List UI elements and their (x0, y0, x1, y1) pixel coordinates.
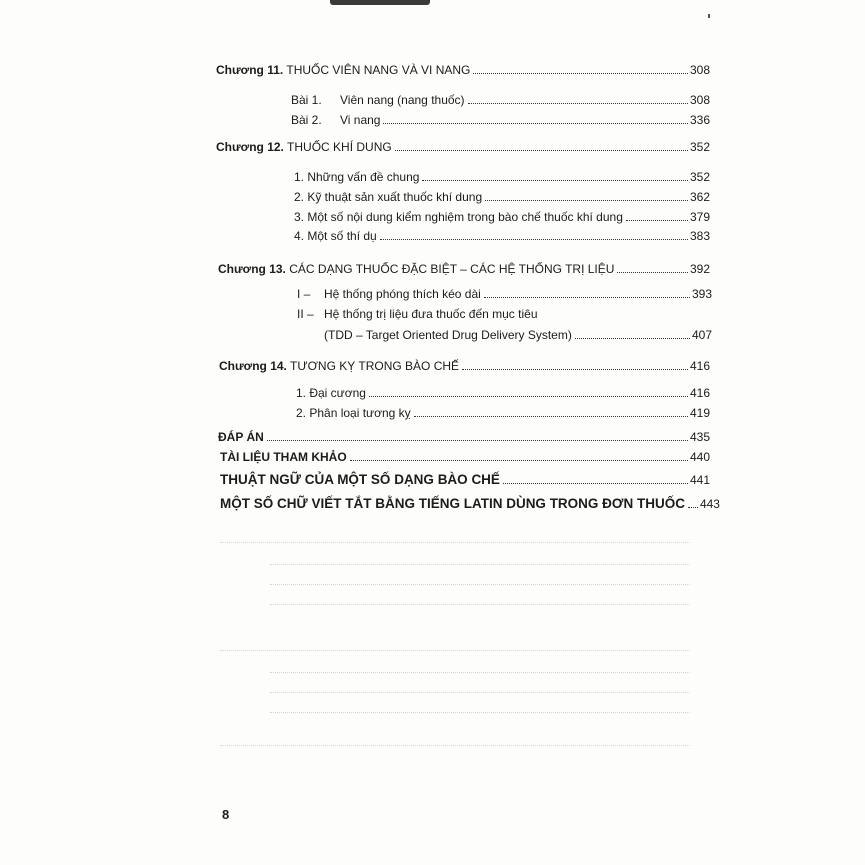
page-ref: 435 (689, 430, 710, 444)
toc-entry-section[interactable] (324, 287, 712, 301)
dot-leader (503, 483, 688, 484)
dot-leader (485, 200, 688, 201)
section-number: I – (297, 287, 311, 301)
toc-entry-section[interactable] (294, 229, 710, 243)
toc-entry-chapter-12[interactable] (216, 140, 710, 154)
dot-leader (383, 123, 687, 124)
lesson-number: Bài 1. (291, 93, 322, 107)
dot-leader (350, 460, 688, 461)
toc-entry-chapter-13[interactable] (218, 262, 710, 276)
section-title: 4. Một số thí dụ (294, 229, 377, 243)
section-title: 2. Phân loại tương kỵ (296, 406, 411, 420)
section-title: 1. Những vấn đề chung (294, 170, 420, 184)
page-ref: 308 (689, 93, 710, 107)
dot-leader (380, 239, 688, 240)
chapter-title: TƯƠNG KỴ TRONG BÀO CHẾ (290, 359, 460, 373)
dot-leader (462, 369, 688, 370)
dot-leader (688, 507, 698, 508)
toc-entry-section[interactable] (296, 386, 710, 400)
page-ref: 440 (689, 450, 710, 464)
toc-entry-section[interactable] (296, 406, 710, 420)
dot-leader (626, 220, 688, 221)
page-ref: 393 (691, 287, 712, 301)
toc-entry-chapter-14[interactable] (219, 359, 710, 373)
section-title[interactable]: Hệ thống trị liệu đưa thuốc đến mục tiêu (324, 307, 538, 321)
page-ref: 407 (691, 328, 712, 342)
dot-leader (617, 272, 688, 273)
entry-title: THUẬT NGỮ CỦA MỘT SỐ DẠNG BÀO CHẾ (220, 472, 500, 487)
section-number: II – (297, 307, 314, 321)
page-ref: 336 (689, 113, 710, 127)
dot-leader (422, 180, 688, 181)
toc-entry-section[interactable] (294, 210, 710, 224)
chapter-label: Chương 11. (216, 63, 284, 77)
chapter-label: Chương 14. (219, 359, 287, 373)
page-ref: 441 (689, 473, 710, 487)
section-title: 1. Đại cương (296, 386, 366, 400)
lesson-title: Vi nang (340, 113, 381, 127)
section-title: 3. Một số nội dung kiểm nghiệm trong bào chế thuốc khí dung (294, 210, 623, 224)
page-ref: 443 (699, 497, 720, 511)
dot-leader (484, 297, 690, 298)
lesson-number: Bài 2. (291, 113, 322, 127)
toc-entry-section[interactable] (324, 328, 712, 342)
dot-leader (267, 440, 688, 441)
dot-leader (473, 73, 688, 74)
toc-entry-references[interactable] (220, 450, 710, 464)
chapter-label: Chương 12. (216, 140, 284, 154)
page-ref: 392 (689, 262, 710, 276)
page-ref: 352 (689, 170, 710, 184)
lesson-title: Viên nang (nang thuốc) (340, 93, 465, 107)
dot-leader (395, 150, 688, 151)
toc-entry-glossary[interactable] (220, 473, 710, 487)
section-title: Hệ thống phóng thích kéo dài (324, 287, 481, 301)
toc-entry-abbreviations[interactable] (220, 496, 720, 511)
page-ref: 362 (689, 190, 710, 204)
toc-entry-lesson-2[interactable] (340, 113, 710, 127)
toc-entry-answers[interactable] (218, 424, 710, 444)
toc-entry-chapter-11[interactable] (216, 63, 710, 77)
chapter-label: Chương 13. (218, 262, 286, 276)
chapter-title: THUỐC KHÍ DUNG (287, 140, 392, 154)
dot-leader (468, 103, 688, 104)
dot-leader (575, 338, 690, 339)
toc-entry-lesson-1[interactable] (340, 93, 710, 107)
bleed-through-shadow (210, 540, 690, 770)
page-number: 8 (222, 807, 230, 822)
page-ref: 383 (689, 229, 710, 243)
page-ref: 379 (689, 210, 710, 224)
section-title-continued: (TDD – Target Oriented Drug Delivery System) (324, 328, 572, 342)
page-ref: 308 (689, 63, 710, 77)
toc-entry-section[interactable] (294, 190, 710, 204)
chapter-title: THUỐC VIÊN NANG VÀ VI NANG (286, 63, 471, 77)
page-ref: 416 (689, 386, 710, 400)
entry-title: MỘT SỐ CHỮ VIẾT TẮT BẰNG TIẾNG LATIN DÙNG TRONG ĐƠN THUỐC (220, 496, 685, 511)
toc-entry-section[interactable] (294, 170, 710, 184)
page-ref: 419 (689, 406, 710, 420)
entry-title: TÀI LIỆU THAM KHẢO (220, 450, 347, 464)
dot-leader (414, 416, 688, 417)
chapter-title: CÁC DẠNG THUỐC ĐẶC BIỆT – CÁC HỆ THỐNG TRỊ LIỆU (289, 262, 615, 276)
page-ref: 352 (689, 140, 710, 154)
entry-title: ĐÁP ÁN (218, 430, 264, 444)
dot-leader (369, 396, 688, 397)
section-title: 2. Kỹ thuật sản xuất thuốc khí dung (294, 190, 483, 204)
page-ref: 416 (689, 359, 710, 373)
